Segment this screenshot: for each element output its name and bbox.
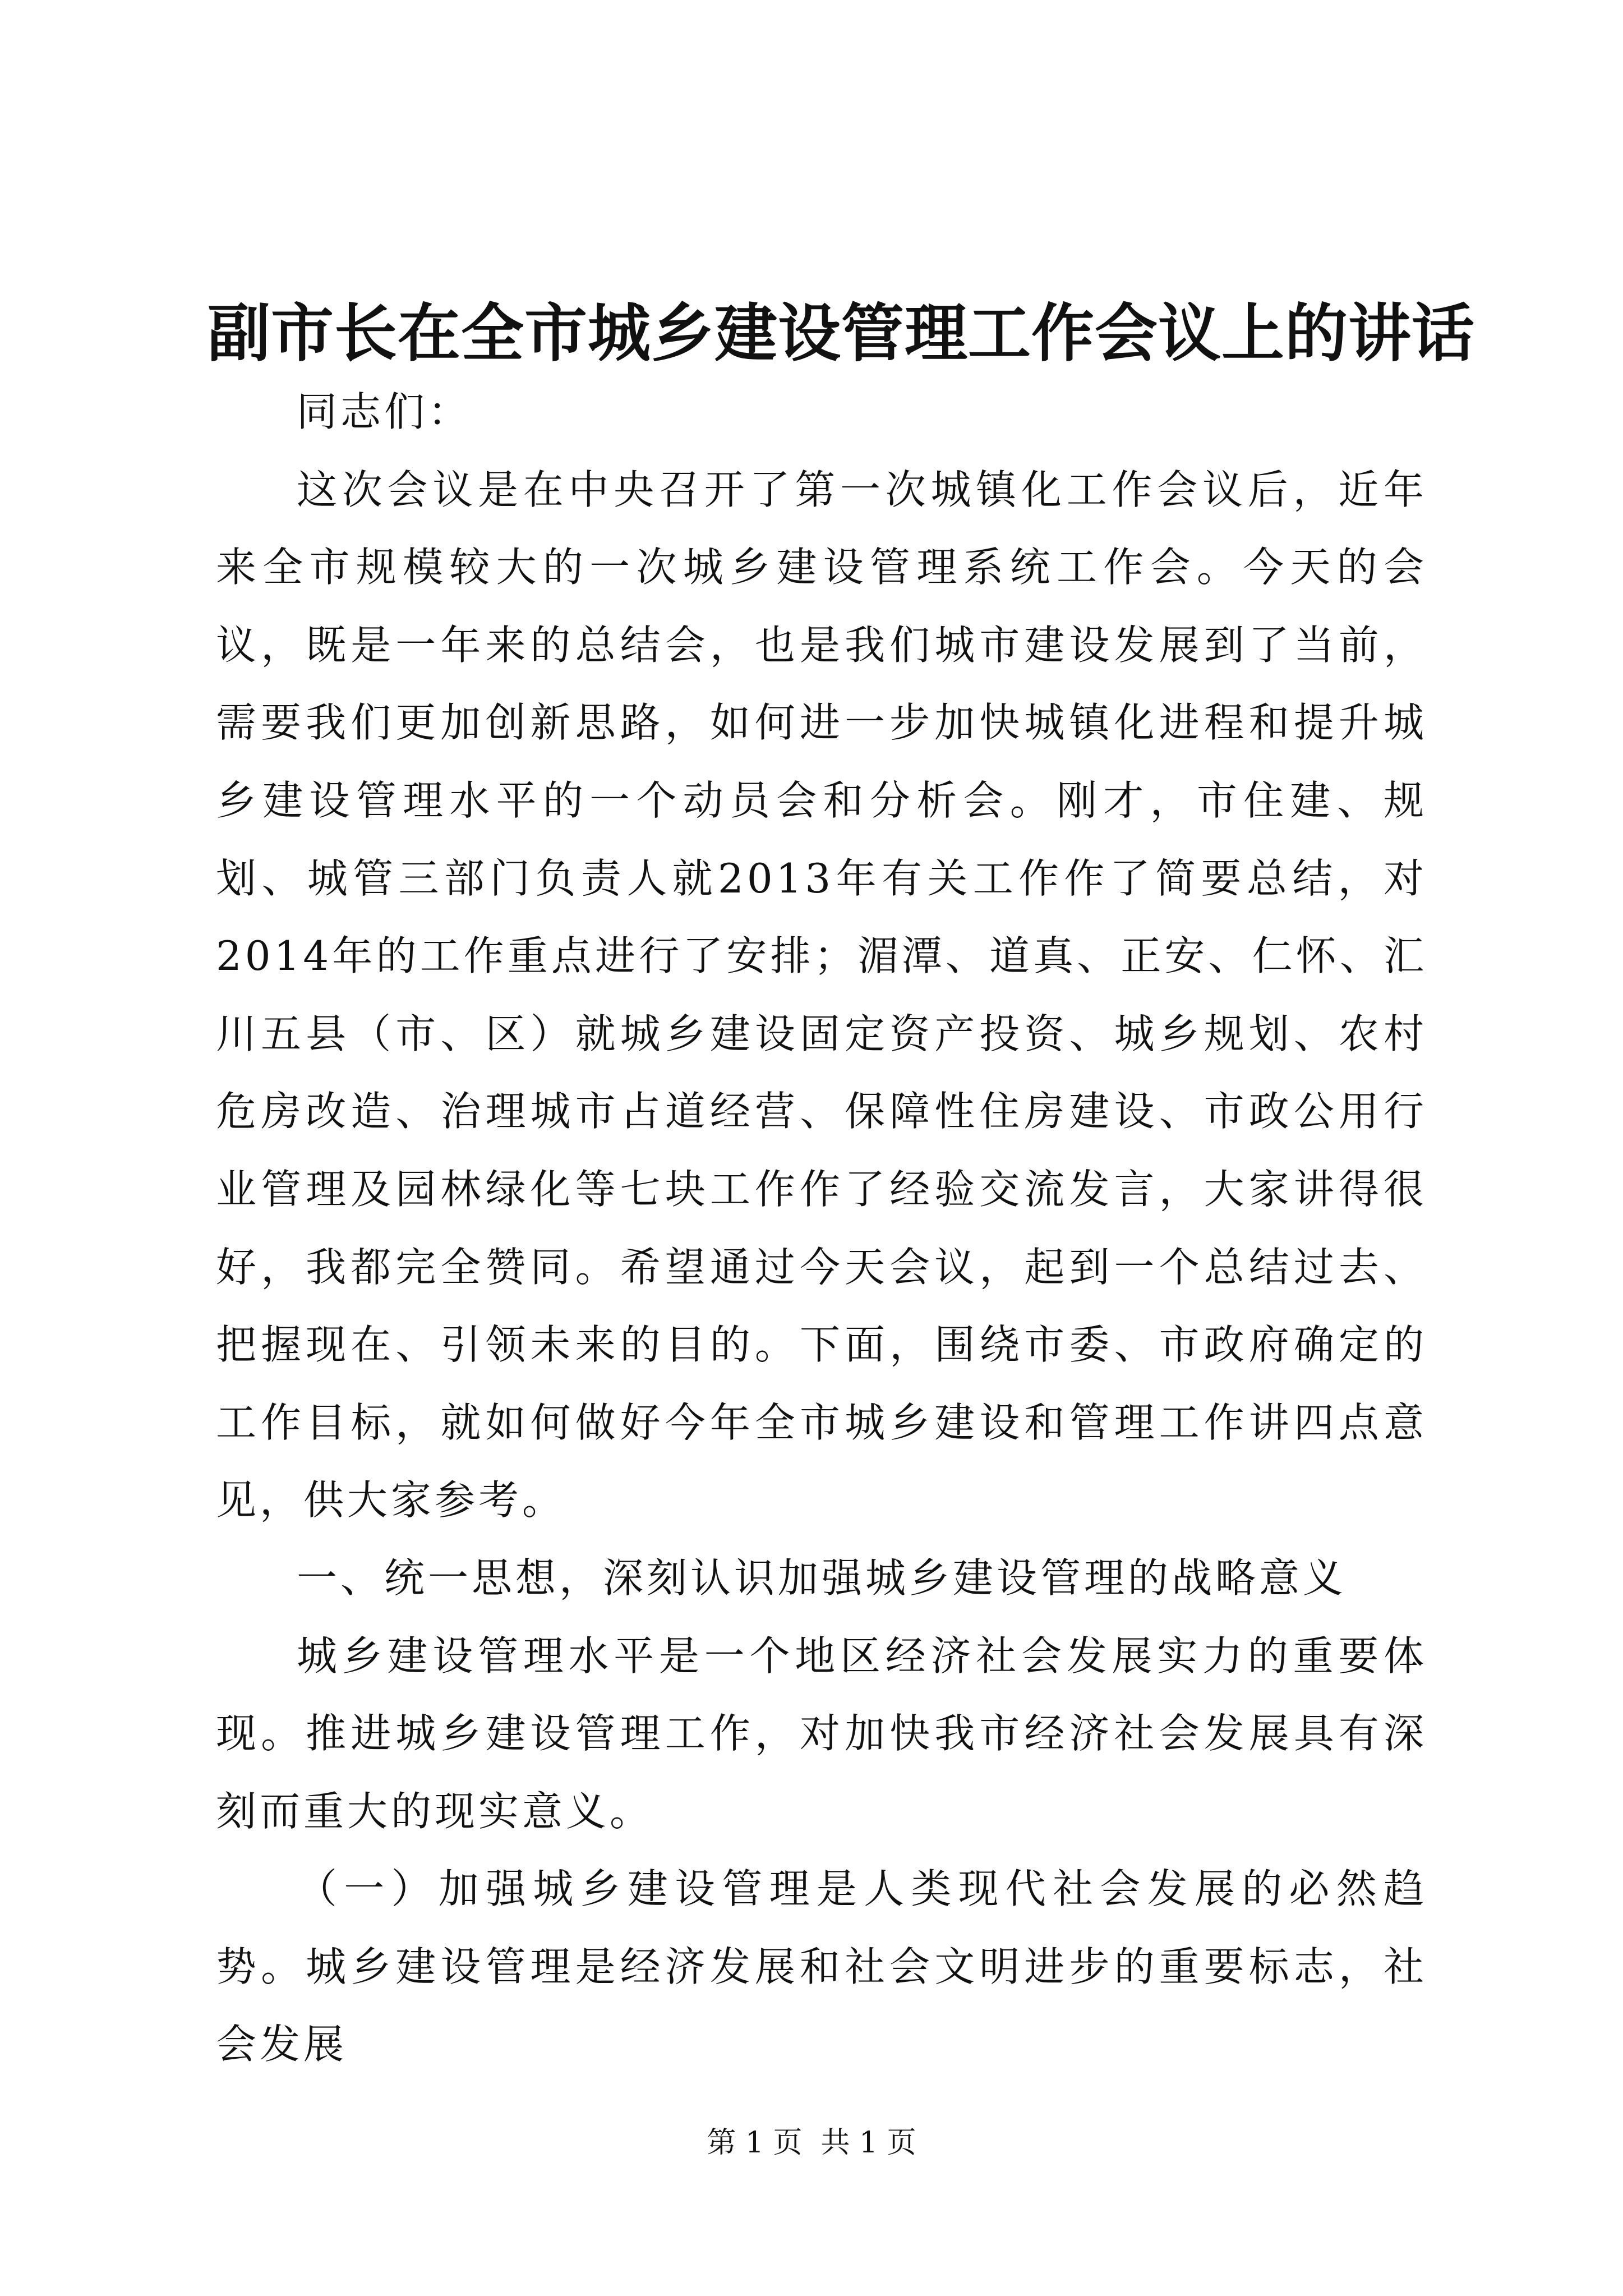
document-body <box>216 373 1427 2083</box>
salutation: 同志们： <box>297 388 472 435</box>
paragraph-intro: 这次会议是在中央召开了第一次城镇化工作会议后，近年来全市规模较大的一次城乡建设管理系统工作会。今天的会议，既是一年来的总结会，也是我们城市建设发展到了当前，需要我们更加创新思路，如何进一步加快城镇化进程和提升城乡建设管理水平的一个动员会和分析会。刚才，市住建、规划、城管三部门负责人就2013年有关工作作了简要总结，对2014年的工作重点进行了安排；湄潭、道真、正安、仁怀、汇川五县（市、区）就城乡建设固定资产投资、城乡规划、农村危房改造、治理城市占道经营、保障性住房建设、市政公用行业管理及园林绿化等七块工作作了经验交流发言，大家讲得很好，我都完全赞同。希望通过今天会议，起到一个总结过去、把握现在、引领未来的目的。下面，围绕市委、市政府确定的工作目标，就如何做好今年全市城乡建设和管理工作讲四点意见，供大家参考。 <box>216 466 1427 1524</box>
document-title: 副市长在全市城乡建设管理工作会议上的讲话 <box>208 297 1475 370</box>
page-footer: 第 1 页 共 1 页 <box>707 2126 916 2160</box>
paragraph-subsection-1: （一）加强城乡建设管理是人类现代社会发展的必然趋势。城乡建设管理是经济发展和社会文明进步的重要标志，社会发展 <box>216 1865 1427 2068</box>
paragraph-section-1: 城乡建设管理水平是一个地区经济社会发展实力的重要体现。推进城乡建设管理工作，对加快我市经济社会发展具有深刻而重大的现实意义。 <box>216 1632 1427 1835</box>
section-heading-1: 一、统一思想，深刻认识加强城乡建设管理的战略意义 <box>297 1554 1347 1602</box>
